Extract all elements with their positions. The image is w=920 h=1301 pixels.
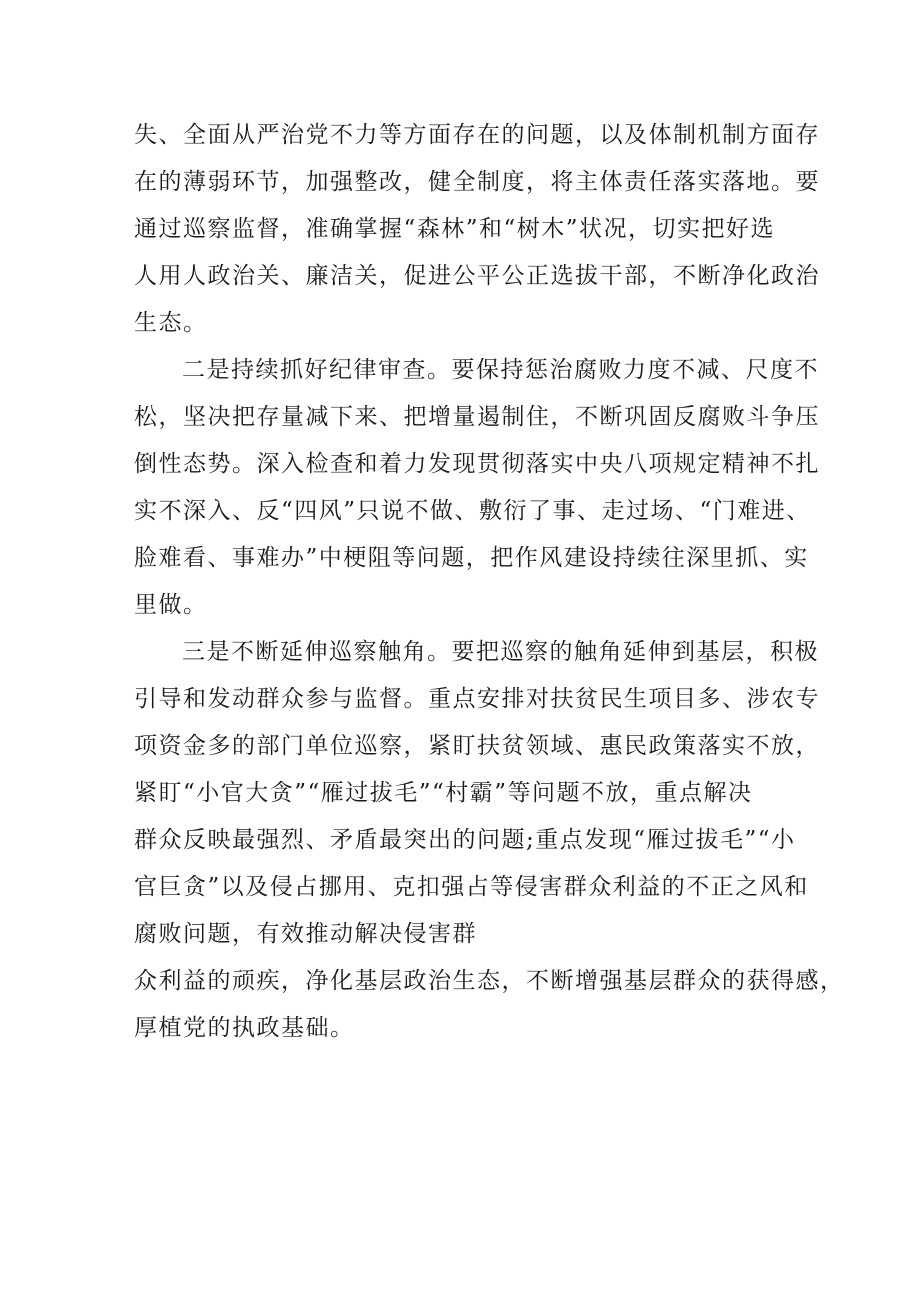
text-line: 在的薄弱环节，加强整改，健全制度，将主体责任落实落地。要	[134, 169, 820, 195]
text-line: 生态。	[134, 310, 208, 336]
text-line: 群众反映最强烈、矛盾最突出的问题;重点发现“雁过拔毛”“小	[134, 827, 796, 853]
text-line: 二是持续抓好纪律审查。要保持惩治腐败力度不减、尺度不	[182, 357, 819, 383]
text-line: 松，坚决把存量减下来、把增量遏制住，不断巩固反腐败斗争压	[134, 404, 820, 430]
text-line: 里做。	[134, 592, 208, 618]
text-line: 厚植党的执政基础。	[134, 1015, 355, 1041]
paragraph-3	[134, 629, 845, 1052]
paragraph-1	[134, 112, 820, 347]
text-line: 引导和发动群众参与监督。重点安排对扶贫民生项目多、涉农专	[134, 686, 820, 712]
text-line: 实不深入、反“四风”只说不做、敷衍了事、走过场、“门难进、	[134, 498, 811, 524]
text-line: 三是不断延伸巡察触角。要把巡察的触角延伸到基层，积极	[182, 639, 819, 665]
text-line: 众利益的顽疾，净化基层政治生态，不断增强基层群众的获得感，	[134, 968, 845, 994]
text-line: 紧盯“小官大贪”“雁过拔毛”“村霸”等问题不放，重点解决	[134, 780, 753, 806]
text-line: 人用人政治关、廉洁关，促进公平公正选拔干部，不断净化政治	[134, 263, 820, 289]
text-line: 脸难看、事难办”中梗阻等问题，把作风建设持续往深里抓、实	[134, 545, 809, 571]
text-line: 倒性态势。深入检查和着力发现贯彻落实中央八项规定精神不扎	[134, 451, 820, 477]
text-line: 腐败问题，有效推动解决侵害群	[134, 921, 477, 947]
text-line: 官巨贪”以及侵占挪用、克扣强占等侵害群众利益的不正之风和	[134, 874, 809, 900]
document-body	[134, 112, 845, 1052]
text-line: 通过巡察监督，准确掌握“森林”和“树木”状况，切实把好选	[134, 216, 776, 242]
text-line: 失、全面从严治党不力等方面存在的问题，以及体制机制方面存	[134, 122, 820, 148]
text-line: 项资金多的部门单位巡察，紧盯扶贫领域、惠民政策落实不放，	[134, 733, 820, 759]
paragraph-2	[134, 347, 820, 629]
